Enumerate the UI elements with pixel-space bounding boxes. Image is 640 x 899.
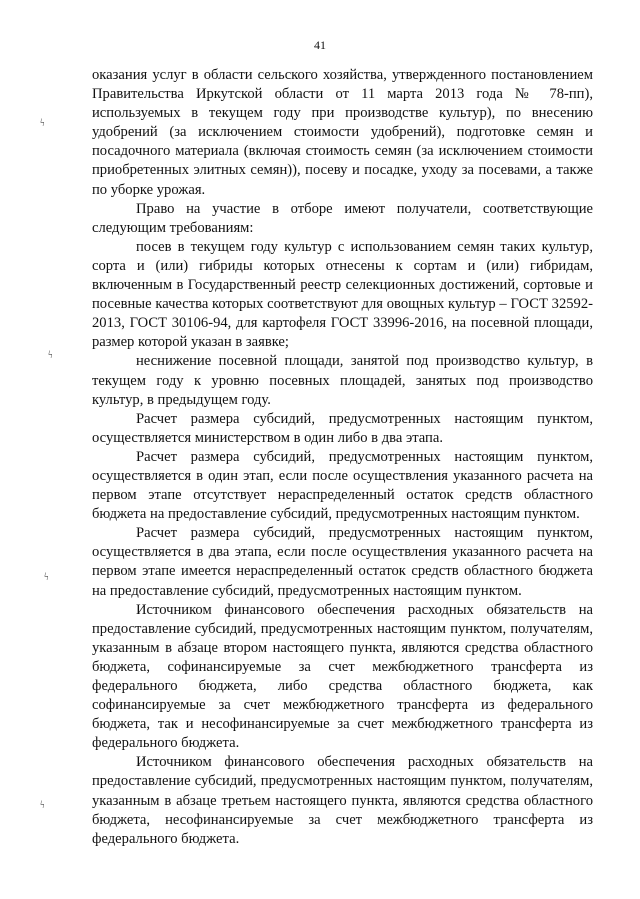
paragraph-1: оказания услуг в области сельского хозяйства, утвержденного постановлением Правительства Иркутской области от 11 марта 2013 года № 78-пп), используемых в текущем году при производстве культур), по внесению удобрений (за исключением стоимости удобрений), подготовке семян и посадочного материала (включая стоимость семян (за исключением стоимости приобретенных элитных семян)), посеву и посадке, уходу за посевами, а также по уборке урожая. (92, 67, 593, 198)
margin-mark-2: ϟ (48, 350, 53, 361)
margin-mark-4: ϟ (40, 800, 45, 811)
document-body (92, 66, 593, 849)
paragraph-6: Расчет размера субсидий, предусмотренных настоящим пунктом, осуществляется в один этап, если после осуществления указанного расчета на первом этапе отсутствует нераспределенный остаток средств областного бюджета на предоставление субсидий, предусмотренных настоящим пунктом. (92, 448, 593, 523)
paragraph-9: Источником финансового обеспечения расходных обязательств на предоставление субсидий, предусмотренных настоящим пунктом, получателям, указанным в абзаце третьем настоящего пункта, являются средства областного бюджета, несофинансируемые за счет межбюджетного трансферта из федерального бюджета. (92, 754, 593, 847)
paragraph-8: Источником финансового обеспечения расходных обязательств на предоставление субсидий, предусмотренных настоящим пунктом, получателям, указанным в абзаце втором настоящего пункта, являются средства областного бюджета, софинансируемые за счет межбюджетного трансферта из федерального бюджета, либо средства областного бюджета, как софинансируемые за счет межбюджетного трансферта из федерального бюджета, так и несофинансируемые за счет межбюджетного трансферта из федерального бюджета. (92, 601, 593, 752)
paragraph-4: неснижение посевной площади, занятой под производство культур, в текущем году к уровню посевных площадей, занятых под производство культур, в предыдущем году. (92, 353, 593, 408)
margin-mark-1: ϟ (40, 118, 45, 129)
paragraph-3: посев в текущем году культур с использованием семян таких культур, сорта и (или) гибриды которых отнесены к сортам и (или) гибридам, включенным в Государственный реестр селекционных достижений, сортовые и посевные качества которых соответствуют для овощных культур – ГОСТ 32592-2013, ГОСТ 30106-94, для картофеля ГОСТ 33996-2016, на посевной площади, размер которой указан в заявке; (92, 238, 593, 351)
paragraph-2: Право на участие в отборе имеют получатели, соответствующие следующим требованиям: (92, 200, 593, 236)
paragraph-5: Расчет размера субсидий, предусмотренных настоящим пунктом, осуществляется министерством в один либо в два этапа. (92, 410, 593, 446)
page-number: 41 (314, 38, 326, 52)
paragraph-7: Расчет размера субсидий, предусмотренных настоящим пунктом, осуществляется в два этапа, если после осуществления указанного расчета на первом этапе имеется нераспределенный остаток средств областного бюджета на предоставление субсидий, предусмотренных настоящим пунктом. (92, 525, 593, 599)
margin-mark-3: ϟ (44, 572, 49, 583)
